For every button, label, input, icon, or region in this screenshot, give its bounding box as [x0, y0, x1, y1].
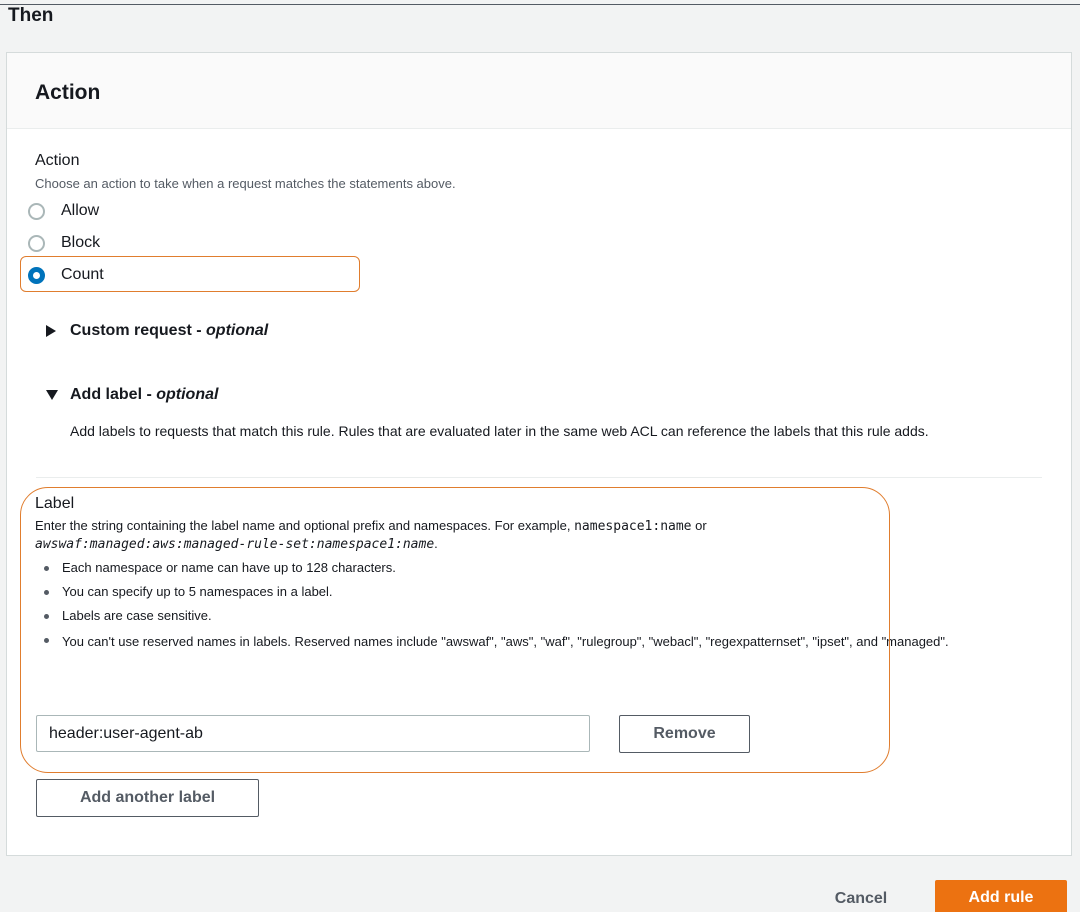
- add-label-help: Add labels to requests that match this rule. Rules that are evaluated later in the same web ACL can reference the labels that this rule adds.: [70, 423, 929, 439]
- custom-request-expander[interactable]: [46, 322, 268, 340]
- cancel-button[interactable]: Cancel: [806, 886, 916, 912]
- radio-allow[interactable]: [28, 198, 99, 224]
- action-field-label: Action: [35, 152, 80, 169]
- list-item: You can't use reserved names in labels. Reserved names include "awswaf", "aws", "waf", "rulegroup", "webacl", "regexpatternset", "ipset", and "managed".: [42, 632, 1027, 651]
- radio-block-label: Block: [61, 234, 101, 251]
- caret-right-icon: [46, 325, 56, 337]
- top-divider: [0, 4, 1080, 5]
- section-divider: [36, 477, 1042, 478]
- list-item: Labels are case sensitive.: [42, 608, 1032, 624]
- caret-down-icon: [46, 390, 58, 400]
- radio-block[interactable]: [28, 230, 100, 256]
- remove-label-button[interactable]: Remove: [619, 715, 750, 753]
- label-field-label: Label: [35, 495, 75, 512]
- panel-title: Action: [35, 81, 101, 104]
- panel-header: [7, 53, 1071, 129]
- list-item: Each namespace or name can have up to 128 characters.: [42, 560, 1032, 576]
- list-item: You can specify up to 5 namespaces in a label.: [42, 584, 1032, 600]
- add-another-label-button[interactable]: Add another label: [36, 779, 259, 817]
- radio-allow-label: Allow: [61, 202, 100, 219]
- add-rule-button[interactable]: Add rule: [935, 880, 1067, 912]
- custom-request-title: Custom request - optional: [70, 322, 269, 339]
- action-field-description: Choose an action to take when a request matches the statements above.: [35, 176, 456, 191]
- label-field-description: Enter the string containing the label name and optional prefix and namespaces. For example, namespace1:name or awswaf:managed:aws:managed-rule-set:namespace1:name.: [35, 518, 707, 552]
- add-label-expander[interactable]: [46, 386, 218, 404]
- count-highlight-outline: [20, 256, 360, 292]
- example-namespace: namespace1:name: [574, 519, 692, 534]
- label-highlight-outline: [20, 487, 890, 773]
- example-managed-name: awswaf:managed:aws:managed-rule-set:namespace1:name: [35, 537, 435, 552]
- radio-block-circle[interactable]: [28, 235, 45, 252]
- add-label-title: Add label - optional: [70, 386, 219, 403]
- radio-count-label: Count: [61, 266, 104, 283]
- radio-allow-circle[interactable]: [28, 203, 45, 220]
- section-title: Then: [8, 5, 54, 26]
